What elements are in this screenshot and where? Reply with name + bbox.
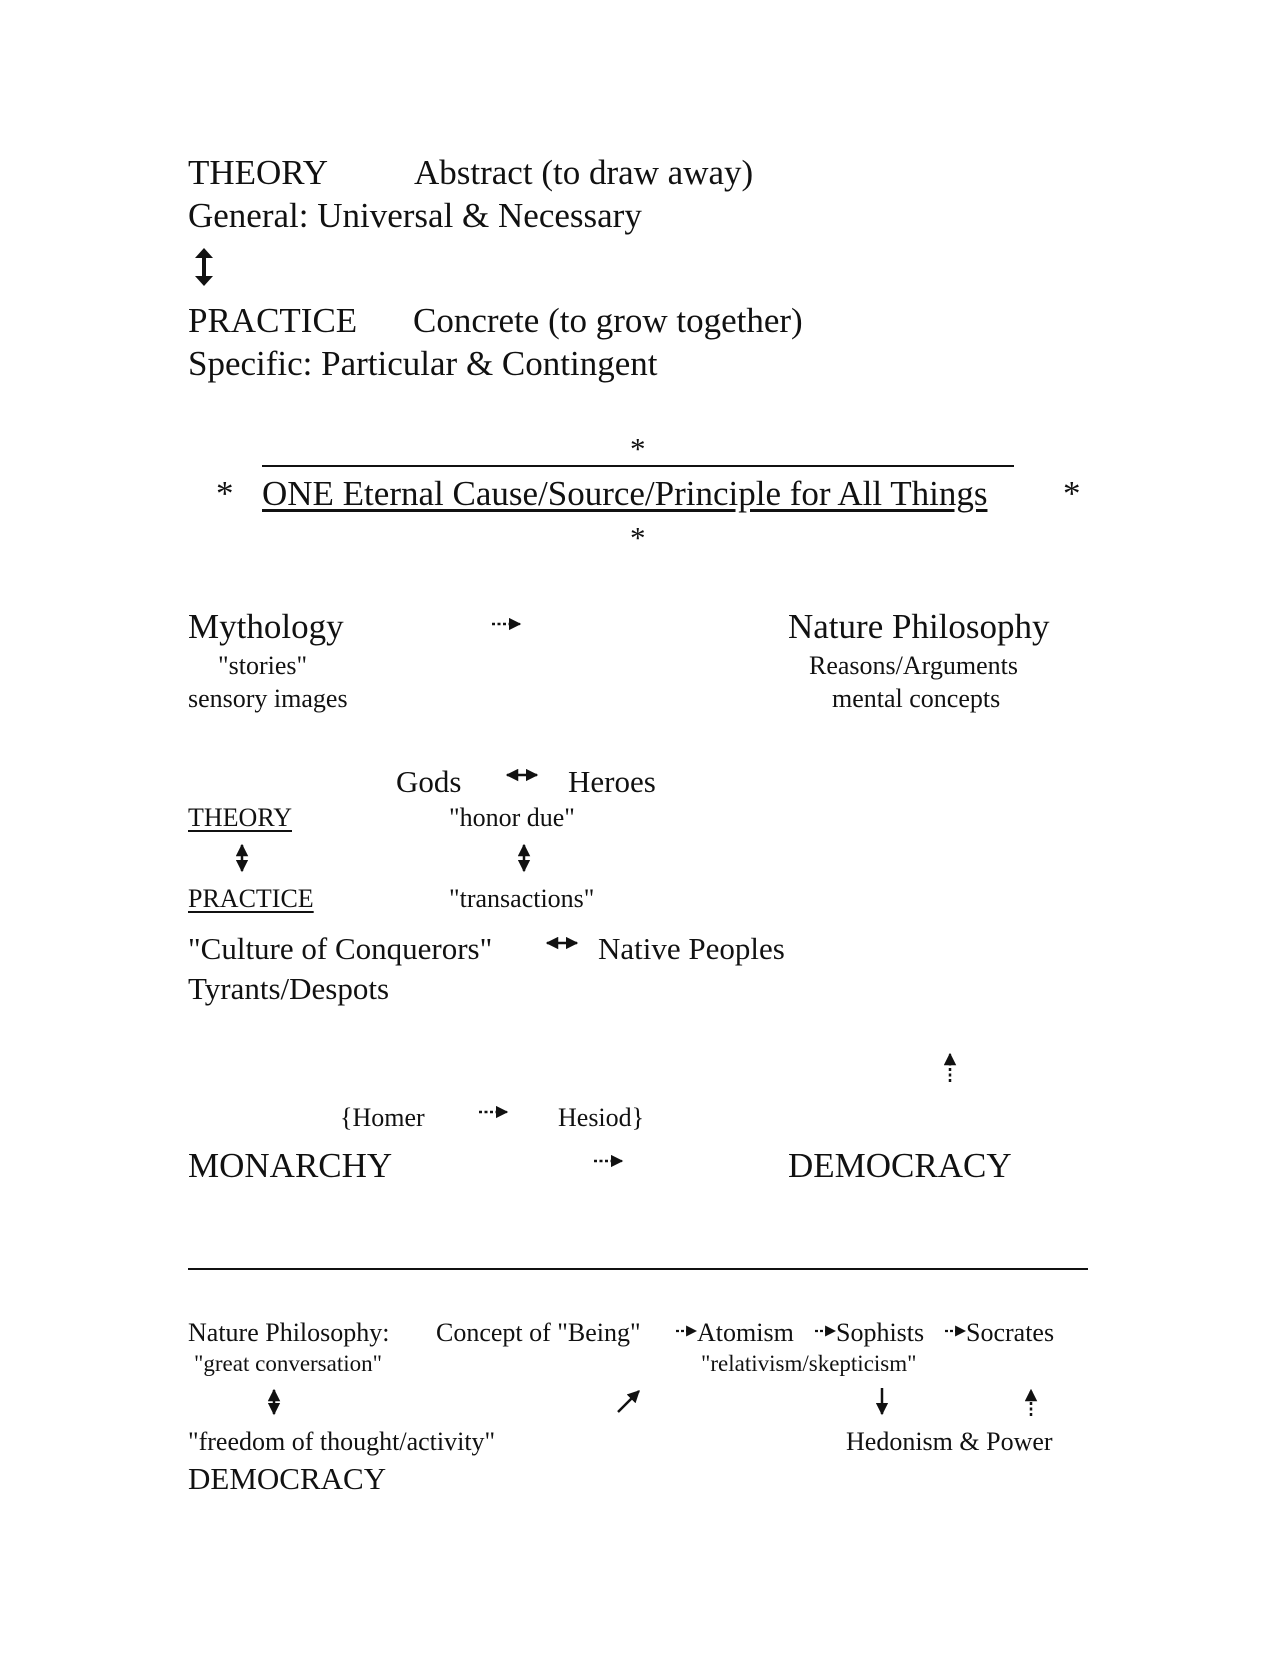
sophists-text: Sophists [836, 1318, 925, 1347]
being-concept-text: Concept of "Being" [436, 1318, 641, 1347]
freedom-text: "freedom of thought/activity" [188, 1427, 496, 1456]
abstract-text: Abstract (to draw away) [414, 153, 754, 192]
hesiod-text: Hesiod} [558, 1103, 645, 1132]
democracy-bottom-text: DEMOCRACY [188, 1461, 387, 1496]
theory-heading: THEORY [188, 153, 328, 192]
conquerors-natives-arrow-icon [543, 933, 581, 953]
theory-practice-small-arrow-icon [232, 841, 252, 875]
reasons-text: Reasons/Arguments [809, 651, 1018, 680]
down-to-hedonism-arrow-icon [872, 1386, 892, 1418]
great-conversation-text: "great conversation" [194, 1351, 383, 1376]
hedonism-power-text: Hedonism & Power [846, 1427, 1053, 1456]
relativism-text: "relativism/skepticism" [701, 1351, 917, 1376]
democracy-title: DEMOCRACY [788, 1146, 1012, 1185]
sensory-images-text: sensory images [188, 684, 348, 713]
general-text: General: Universal & Necessary [188, 196, 642, 235]
homer-to-hesiod-arrow-icon [477, 1102, 513, 1122]
star-right: * [1063, 474, 1081, 513]
concrete-text: Concrete (to grow together) [413, 301, 803, 340]
diagonal-up-right-arrow-icon [614, 1386, 644, 1416]
honor-transactions-arrow-icon [514, 841, 534, 875]
up-to-socrates-dotted-arrow-icon [1021, 1386, 1041, 1418]
tyrants-text: Tyrants/Despots [188, 971, 390, 1006]
nature-philosophy-title: Nature Philosophy [788, 607, 1050, 646]
freedom-vertical-arrow-icon [264, 1386, 284, 1418]
native-peoples-text: Native Peoples [598, 931, 785, 966]
theory-label: THEORY [188, 803, 292, 832]
stories-text: "stories" [218, 651, 308, 680]
star-left: * [216, 474, 234, 513]
star-top: * [630, 431, 646, 466]
monarchy-title: MONARCHY [188, 1146, 393, 1185]
upward-dotted-arrow-icon [940, 1050, 960, 1084]
specific-text: Specific: Particular & Contingent [188, 344, 658, 383]
socrates-text: Socrates [966, 1318, 1055, 1347]
section-divider [188, 1268, 1088, 1270]
gods-heroes-arrow-icon [503, 765, 541, 785]
principle-text: ONE Eternal Cause/Source/Principle for All Things [262, 474, 988, 513]
conquerors-text: "Culture of Conquerors" [188, 931, 493, 966]
gods-text: Gods [396, 764, 462, 799]
monarchy-to-democracy-arrow-icon [592, 1151, 628, 1171]
homer-text: {Homer [340, 1103, 425, 1132]
theory-practice-vertical-arrow-icon [192, 246, 216, 288]
mythology-to-nature-arrow-icon [490, 614, 526, 634]
mythology-title: Mythology [188, 607, 344, 646]
mental-concepts-text: mental concepts [832, 684, 1001, 713]
principle-top-rule [262, 465, 1014, 467]
star-bottom: * [630, 520, 646, 555]
heroes-text: Heroes [568, 764, 656, 799]
nature-philosophy-label: Nature Philosophy: [188, 1318, 390, 1347]
practice-heading: PRACTICE [188, 301, 358, 340]
honor-due-text: "honor due" [449, 803, 575, 832]
practice-label: PRACTICE [188, 884, 314, 913]
atomism-text: Atomism [697, 1318, 794, 1347]
transactions-text: "transactions" [449, 884, 595, 913]
